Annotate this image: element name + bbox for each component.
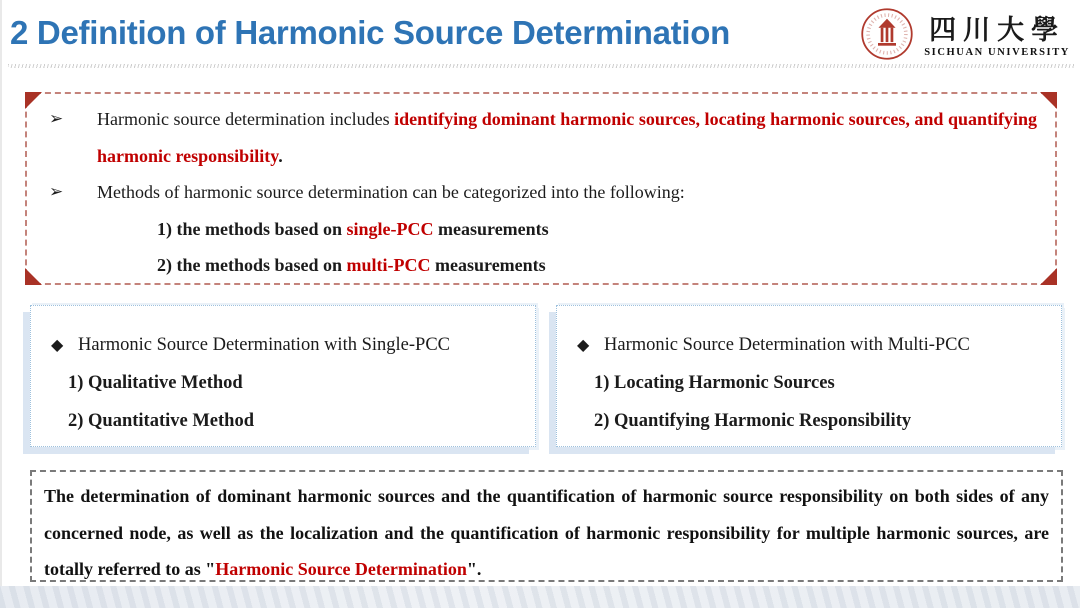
panel-title-text: Harmonic Source Determination with Multi-PCC	[604, 335, 970, 355]
bullet1-period: .	[278, 145, 283, 166]
method-item-multi-pcc	[47, 247, 1037, 284]
folded-corner-top-right-icon	[1040, 92, 1057, 109]
definition-bullet-2	[47, 174, 1037, 211]
diamond-bullet-icon: ◆	[51, 335, 64, 354]
method-item-single-pcc	[47, 211, 1037, 248]
panel-multi-pcc-title	[557, 326, 1061, 364]
item1-pre: 1) the methods based on	[157, 218, 347, 239]
summary-body: The determination of dominant harmonic sources and the quantification of harmonic source responsibility on both sides of any concerned node, as well as the localization and the quantification of harmonic responsibility for multiple harmonic sources, are totally referred to as "	[44, 486, 1049, 580]
item1-post: measurements	[433, 218, 549, 239]
summary-box	[30, 470, 1063, 582]
arrow-bullet-icon: ➢	[49, 182, 64, 202]
summary-text	[44, 478, 1049, 588]
bullet2-text: Methods of harmonic source determination can be categorized into the following:	[97, 182, 685, 202]
folded-corner-bottom-right-icon	[1040, 268, 1057, 285]
bullet1-highlight: identifying dominant harmonic sources, locating harmonic sources, and quantifying harmonic responsibility	[97, 109, 1038, 166]
item2-pre: 2) the methods based on	[157, 255, 347, 275]
item1-highlight: single-PCC	[346, 218, 434, 239]
sichuan-university-seal-icon	[860, 7, 914, 66]
university-logo	[860, 7, 1070, 66]
panel-item: 2) Quantifying Harmonic Responsibility	[594, 411, 912, 431]
panel-single-pcc	[30, 305, 536, 447]
folded-corner-top-left-icon	[25, 92, 42, 109]
panel-item: 2) Quantitative Method	[68, 411, 255, 431]
university-name	[924, 15, 1070, 58]
arrow-bullet-icon: ➢	[49, 109, 64, 129]
page-title: 2 Definition of Harmonic Source Determination	[10, 14, 730, 51]
university-name-en: SICHUAN UNIVERSITY	[924, 47, 1070, 58]
item2-post: measurements	[430, 255, 546, 275]
definition-bullet-1	[47, 101, 1037, 174]
summary-highlight: Harmonic Source Determination	[215, 559, 467, 580]
panel-item: 1) Locating Harmonic Sources	[594, 373, 835, 393]
bottom-watermark-strip	[0, 586, 1080, 608]
panel-multi-pcc	[556, 305, 1062, 447]
summary-end: ".	[466, 559, 482, 580]
panel-single-pcc-title	[31, 326, 535, 364]
folded-corner-bottom-left-icon	[25, 268, 42, 285]
diamond-bullet-icon: ◆	[577, 335, 590, 354]
bullet1-text: Harmonic source determination includes	[97, 109, 395, 129]
panel-title-text: Harmonic Source Determination with Single-PCC	[78, 335, 450, 355]
panel-item: 1) Qualitative Method	[68, 373, 243, 393]
university-name-cn: 四川大學	[929, 15, 1066, 45]
definition-box	[25, 92, 1057, 285]
item2-highlight: multi-PCC	[346, 255, 431, 275]
